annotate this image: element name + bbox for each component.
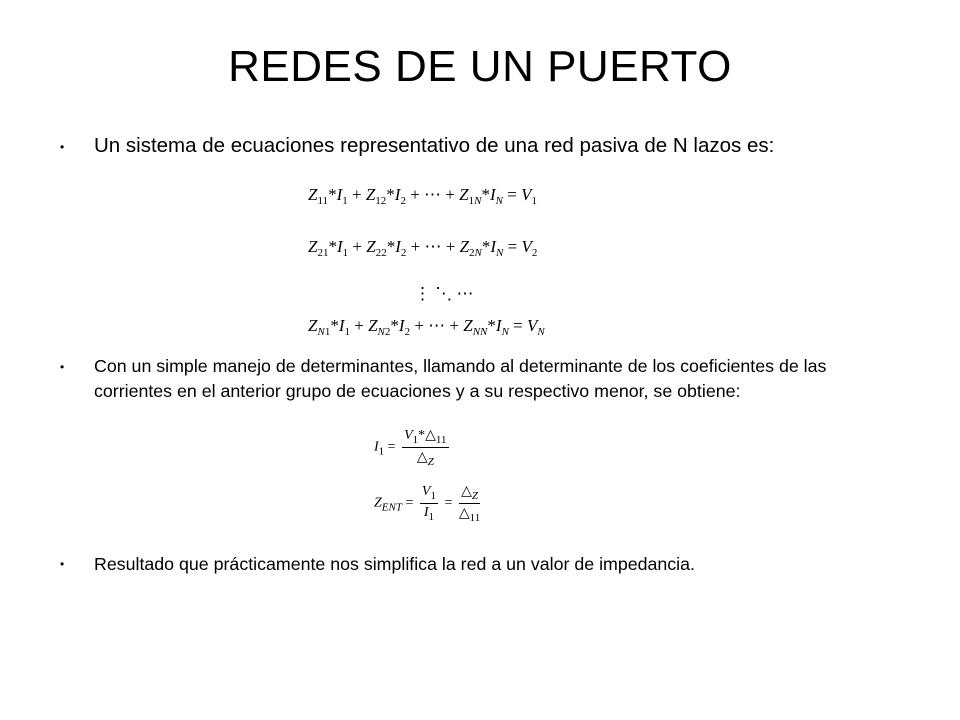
bullet-marker-1: • <box>60 140 65 154</box>
slide-title: REDES DE UN PUERTO <box>228 42 732 91</box>
equation-row-2: $Z_{21}*I_1 + Z_{22}*I_2$ + ⋯ + $Z_{2N}*I_N = V_2$ <box>308 237 538 259</box>
bullet-marker-2: • <box>60 360 65 374</box>
formula-current: $I_1$ = $\frac{V_1*\triangle_{11}}{\triangle_Z}$ <box>374 428 447 468</box>
bullet-text-1: Un sistema de ecuaciones representativo de una red pasiva de N lazos es: <box>94 134 775 157</box>
equation-row-1: $Z_{11}*I_1 + Z_{12}*I_2$ + ⋯ + $Z_{1N}*I_N = V_1$ <box>308 185 537 207</box>
bullet-marker-3: • <box>60 557 65 571</box>
formula-impedance: $Z_{ENT}$ = $\frac{V_1}{I_1}$ = $\frac{\triangle_Z}{\triangle_{11}}$ <box>374 484 481 524</box>
bullet-text-2: Con un simple manejo de determinantes, llamando al determinante de los coeficientes de las corrientes en el anterior grupo de ecuaciones y a su respectivo menor, se obtiene: <box>94 356 827 401</box>
equation-row-n: $Z_{N1}*I_1 + Z_{N2}*I_2$ + ⋯ + $Z_{NN}*I_N = V_N$ <box>308 316 545 338</box>
equation-ellipsis: ⋮ ⋱ ⋯ <box>414 284 474 303</box>
bullet-text-3: Resultado que prácticamente nos simplifica la red a un valor de impedancia. <box>94 554 695 574</box>
